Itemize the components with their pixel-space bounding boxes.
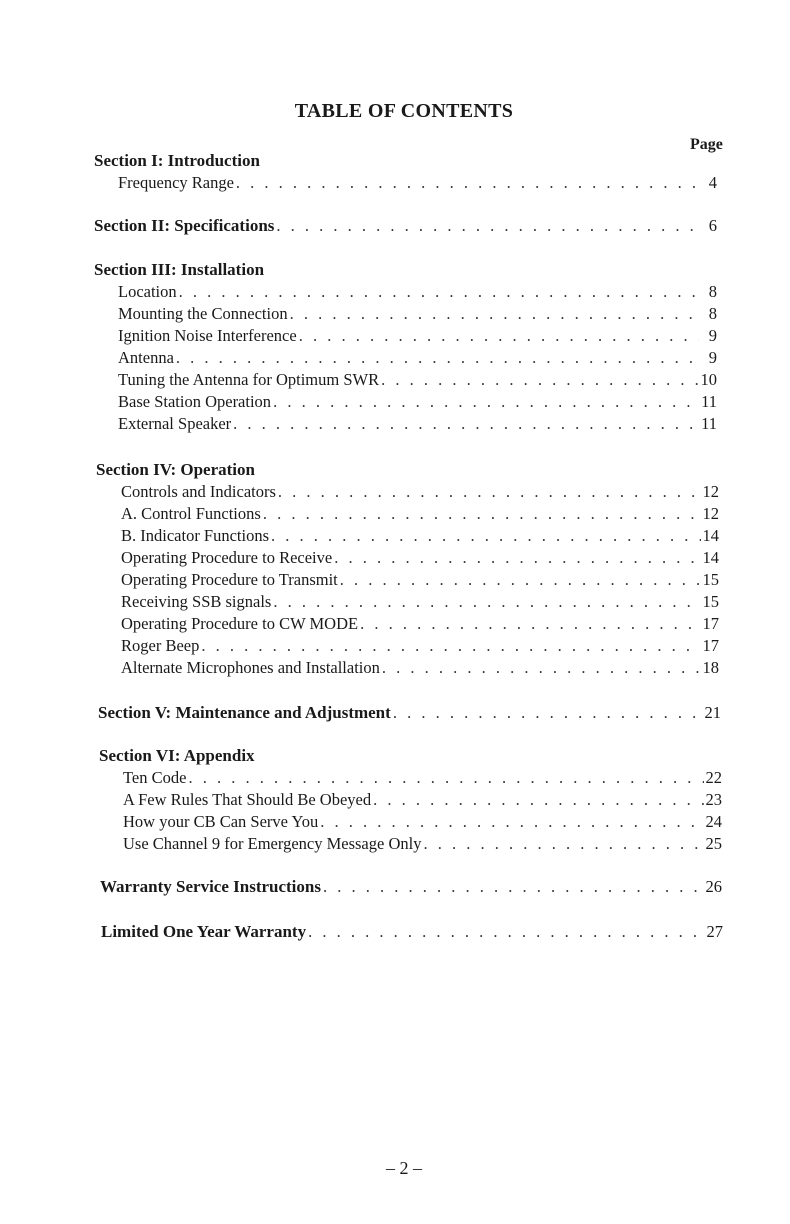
page-number-ref: 6	[708, 216, 717, 235]
toc-entry	[0, 613, 719, 635]
dot-leader	[299, 325, 699, 347]
dot-leader	[233, 413, 699, 435]
entry-label: Operating Procedure to Receive	[121, 548, 333, 567]
toc-entry	[0, 833, 722, 855]
toc-entry	[0, 569, 719, 591]
toc-entry	[0, 503, 719, 525]
dot-leader	[176, 347, 699, 369]
toc-section-entry	[0, 876, 722, 898]
page-number-ref: 8	[708, 282, 717, 301]
dot-leader	[340, 569, 701, 591]
entry-label: A. Control Functions	[121, 504, 261, 523]
toc-section-entry	[0, 702, 721, 724]
toc-entry	[0, 391, 717, 413]
section-title: Section V: Maintenance and Adjustment	[98, 703, 391, 722]
toc-section-entry	[0, 215, 717, 237]
dot-leader	[273, 591, 700, 613]
page-number-ref: 26	[705, 877, 722, 896]
page-number-ref: 4	[708, 173, 717, 192]
section-title: Section II: Specifications	[94, 216, 275, 235]
dot-leader	[334, 547, 700, 569]
entry-label: B. Indicator Functions	[121, 526, 270, 545]
toc-entry	[0, 811, 722, 833]
section-title: Section I: Introduction	[94, 151, 260, 170]
dot-leader	[382, 657, 701, 679]
section-title: Section III: Installation	[94, 260, 265, 279]
entry-label: Ten Code	[123, 768, 187, 787]
entry-label: Operating Procedure to CW MODE	[121, 614, 359, 633]
dot-leader	[271, 525, 700, 547]
entry-label: Frequency Range	[118, 173, 234, 192]
dot-leader	[423, 833, 703, 855]
entry-label: Tuning the Antenna for Optimum SWR	[118, 370, 380, 389]
page-number-ref: 22	[705, 768, 722, 787]
toc-section-entry	[0, 921, 723, 943]
toc-entry	[0, 303, 717, 325]
dot-leader	[236, 172, 699, 194]
toc-entry	[0, 767, 722, 789]
entry-label: Controls and Indicators	[121, 482, 276, 501]
toc-entry	[0, 657, 719, 679]
entry-label: Receiving SSB signals	[121, 592, 272, 611]
page-column-header: Page	[690, 136, 723, 153]
page-number-ref: 17	[702, 636, 719, 655]
page-number: – 2 –	[386, 1158, 422, 1178]
toc-entry	[0, 369, 717, 391]
toc-section	[0, 702, 790, 724]
toc-entry	[0, 789, 722, 811]
section-title: Limited One Year Warranty	[101, 922, 307, 941]
dot-leader	[360, 613, 700, 635]
page-number-ref: 23	[705, 790, 722, 809]
entry-label: Base Station Operation	[118, 392, 272, 411]
toc-entry	[0, 635, 719, 657]
dot-leader	[308, 921, 704, 943]
toc-entry	[0, 547, 719, 569]
page-number-ref: 25	[705, 834, 722, 853]
dot-leader	[323, 876, 704, 898]
page-number-ref: 18	[702, 658, 719, 677]
toc-entry	[0, 525, 719, 547]
page-number-ref: 8	[708, 304, 717, 323]
entry-label: Use Channel 9 for Emergency Message Only	[123, 834, 422, 853]
dot-leader	[393, 702, 703, 724]
toc-entry	[0, 172, 717, 194]
toc-section	[0, 876, 790, 898]
dot-leader	[381, 369, 698, 391]
toc-entry	[0, 325, 717, 347]
page-title: TABLE OF CONTENTS	[294, 100, 514, 122]
section-title: Warranty Service Instructions	[100, 877, 321, 896]
toc-entry	[0, 481, 719, 503]
page-number-ref: 12	[702, 504, 719, 523]
toc-entry	[0, 591, 719, 613]
toc-section	[0, 459, 790, 679]
toc-entry	[0, 413, 717, 435]
dot-leader	[278, 481, 701, 503]
entry-label: Location	[118, 282, 177, 301]
page-number-ref: 11	[701, 392, 717, 411]
page-number-ref: 17	[702, 614, 719, 633]
entry-label: How your CB Can Serve You	[123, 812, 319, 831]
dot-leader	[263, 503, 701, 525]
page-number-ref: 9	[708, 326, 717, 345]
dot-leader	[188, 767, 703, 789]
toc-section	[0, 215, 790, 237]
dot-leader	[290, 303, 699, 325]
entry-label: Mounting the Connection	[118, 304, 288, 323]
section-title: Section VI: Appendix	[99, 746, 255, 765]
section-title: Section IV: Operation	[96, 460, 255, 479]
page-number-ref: 11	[701, 414, 717, 433]
toc-section	[0, 150, 790, 194]
page-number-ref: 21	[704, 703, 721, 722]
entry-label: Ignition Noise Interference	[118, 326, 297, 345]
page-number-ref: 9	[708, 348, 717, 367]
entry-label: Roger Beep	[121, 636, 200, 655]
dot-leader	[373, 789, 703, 811]
entry-label: Operating Procedure to Transmit	[121, 570, 338, 589]
page-number-ref: 14	[702, 526, 719, 545]
entry-label: External Speaker	[118, 414, 232, 433]
toc-entry	[0, 281, 717, 303]
toc-section	[0, 745, 790, 855]
toc-entry	[0, 347, 717, 369]
entry-label: A Few Rules That Should Be Obeyed	[123, 790, 372, 809]
toc-section	[0, 259, 790, 435]
page-number-ref: 27	[706, 922, 723, 941]
page-number-ref: 14	[702, 548, 719, 567]
dot-leader	[320, 811, 703, 833]
dot-leader	[273, 391, 699, 413]
page-number-ref: 24	[705, 812, 722, 831]
page-number-ref: 12	[702, 482, 719, 501]
entry-label: Antenna	[118, 348, 174, 367]
entry-label: Alternate Microphones and Installation	[121, 658, 380, 677]
page-number-ref: 15	[702, 570, 719, 589]
dot-leader	[179, 281, 699, 303]
toc-section	[0, 921, 790, 943]
dot-leader	[276, 215, 699, 237]
page-number-ref: 15	[702, 592, 719, 611]
dot-leader	[201, 635, 700, 657]
page-number-ref: 10	[700, 370, 717, 389]
